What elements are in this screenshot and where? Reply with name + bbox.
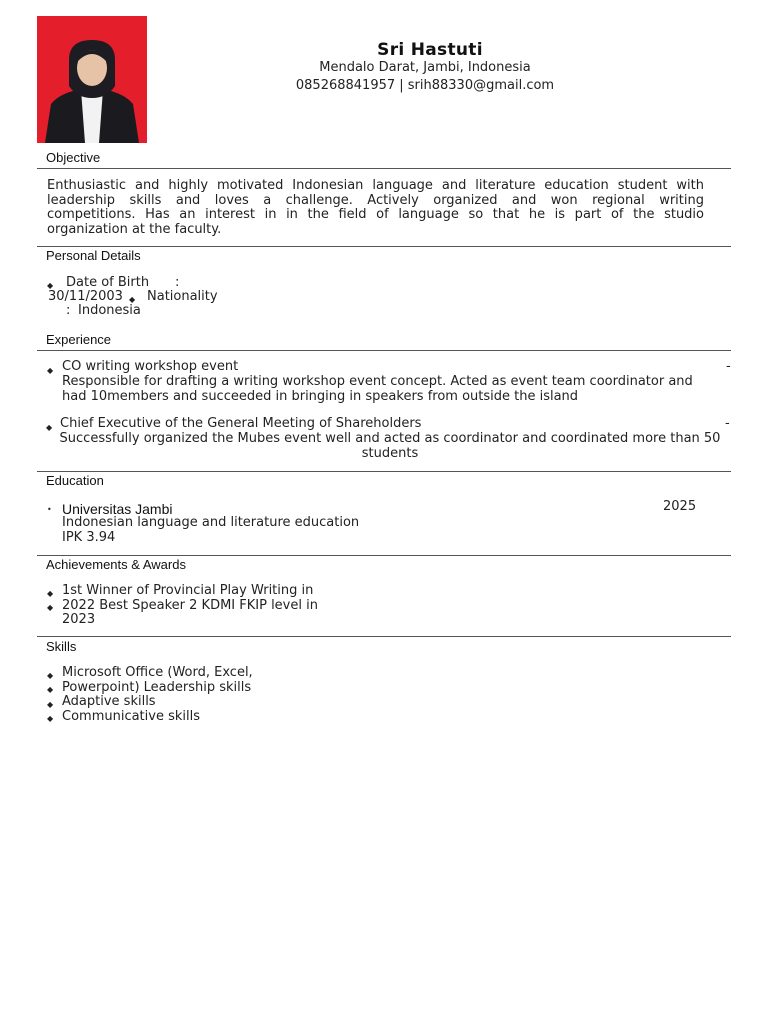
experience-description xyxy=(62,375,722,404)
experience-dash: - xyxy=(726,359,731,374)
section-title-achievements: Achievements & Awards xyxy=(46,557,186,572)
experience-description-line: had 10members and succeeded in bringing in speakers from outside the island xyxy=(62,388,579,404)
contact-info: 085268841957 | srih88330@gmail.com xyxy=(295,78,555,93)
bullet-icon: ◆ xyxy=(47,603,54,612)
bullet-icon: ◆ xyxy=(47,589,54,598)
dob-value: 30/11/2003 xyxy=(48,289,123,304)
experience-description-line: Successfully organized the Mubes event well and acted as coordinator and coordinated more than 50 xyxy=(59,431,721,446)
section-title-skills: Skills xyxy=(46,639,77,654)
section-title-experience: Experience xyxy=(46,332,112,347)
skill-line: Microsoft Office (Word, Excel, xyxy=(62,665,253,680)
section-divider xyxy=(37,246,731,247)
experience-dash: - xyxy=(725,416,730,431)
objective-text xyxy=(47,179,704,237)
nationality-value: Indonesia xyxy=(78,303,141,318)
bullet-icon: ◆ xyxy=(47,700,54,709)
skill-line: Powerpoint) Leadership skills xyxy=(62,679,252,695)
objective-line: leadership skills and loves a challenge. Actively organized and won regional writing xyxy=(47,192,704,208)
address: Mendalo Darat, Jambi, Indonesia xyxy=(319,60,531,75)
bullet-icon: ◆ xyxy=(47,366,54,375)
experience-role: CO writing workshop event xyxy=(62,359,239,374)
section-divider xyxy=(37,350,731,351)
candidate-name: Sri Hastuti xyxy=(377,40,483,60)
bullet-icon: ◆ xyxy=(47,685,54,694)
study-program: Indonesian language and literature education xyxy=(62,515,360,530)
nationality-label: Nationality xyxy=(147,289,218,304)
bullet-icon: • xyxy=(47,505,52,514)
bullet-icon: ◆ xyxy=(129,295,136,304)
experience-role: Chief Executive of the General Meeting of Shareholders xyxy=(60,416,422,431)
nationality-colon: : xyxy=(66,303,71,318)
experience-description xyxy=(47,432,733,461)
bullet-icon: ◆ xyxy=(47,671,54,680)
dob-colon: : xyxy=(175,275,180,290)
section-title-education: Education xyxy=(46,473,104,488)
graduation-year: 2025 xyxy=(663,499,697,514)
achievement-line: 2022 Best Speaker 2 KDMI FKIP level in xyxy=(62,597,318,613)
experience-description-line: Responsible for drafting a writing workshop event concept. Acted as event team coordinator and xyxy=(62,374,693,389)
achievements-list xyxy=(62,584,318,628)
objective-line: organization at the faculty. xyxy=(47,221,222,237)
bullet-icon: ◆ xyxy=(47,714,54,723)
dob-label: Date of Birth xyxy=(66,275,150,290)
section-title-objective: Objective xyxy=(46,150,101,165)
section-divider xyxy=(37,636,731,637)
skill-line: Adaptive skills xyxy=(62,694,156,709)
section-divider xyxy=(37,555,731,556)
gpa: IPK 3.94 xyxy=(62,530,116,545)
school-name: Universitas Jambi xyxy=(62,501,173,517)
section-divider xyxy=(37,168,731,169)
skill-line: Communicative skills xyxy=(62,708,201,724)
section-title-personal: Personal Details xyxy=(46,248,141,263)
section-divider xyxy=(37,471,731,472)
achievement-line: 2023 xyxy=(62,612,96,627)
skills-list xyxy=(62,666,253,724)
bullet-icon: ◆ xyxy=(47,281,54,290)
achievement-line: 1st Winner of Provincial Play Writing in xyxy=(62,583,314,598)
experience-description-line: students xyxy=(361,445,419,461)
objective-line: Enthusiastic and highly motivated Indonesian language and literature education student with xyxy=(47,178,704,193)
objective-line: competitions. Has an interest in in the field of language so that he is part of the studio xyxy=(47,207,704,222)
bullet-icon: ◆ xyxy=(46,423,53,432)
